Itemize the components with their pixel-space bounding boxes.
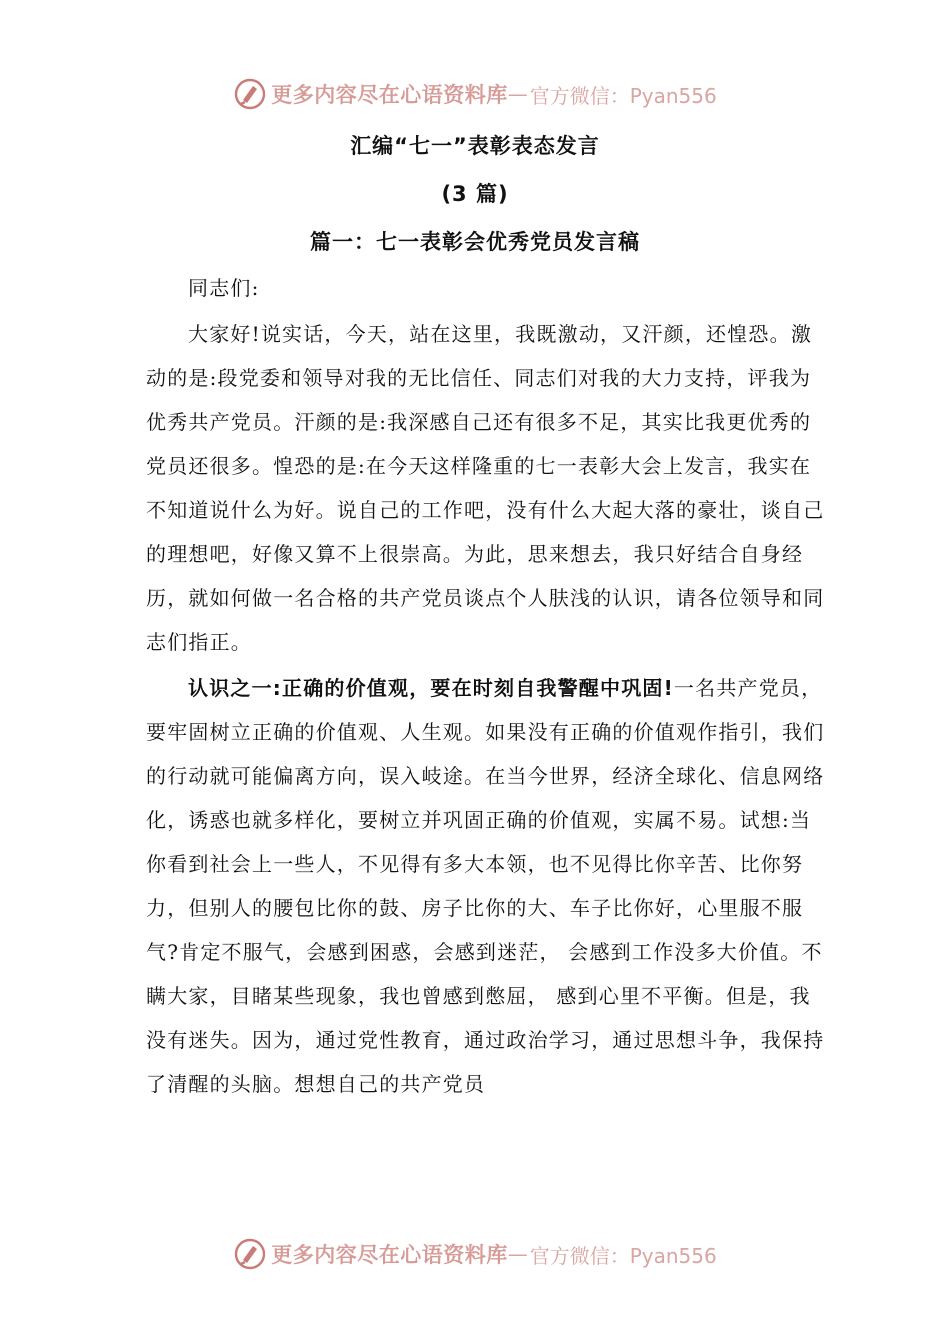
document-body xyxy=(146,266,826,1106)
watermark-logo-icon xyxy=(233,1237,267,1271)
watermark-wechat: 官方微信：Pyan556 xyxy=(529,1243,717,1268)
header-watermark xyxy=(0,74,950,114)
watermark-dash: — xyxy=(507,82,528,106)
watermark-dash: — xyxy=(507,1242,528,1266)
section-title: 篇一：七一表彰会优秀党员发言稿 xyxy=(310,230,640,254)
watermark-logo-icon xyxy=(233,77,267,111)
watermark-wechat: 官方微信：Pyan556 xyxy=(529,83,717,108)
paragraph-1: 大家好!说实话，今天，站在这里，我既激动，又汗颜，还惶恐。激动的是:段党委和领导对我的无比信任、同志们对我的大力支持，评我为优秀共产党员。汗颜的是:我深感自己还有很多不足，其实比我更优秀的党员还很多。惶恐的是:在今天这样隆重的七一表彰大会上发言，我实在不知道说什么为好。说自己的工作吧，没有什么大起大落的豪壮，谈自己的理想吧，好像又算不上很崇高。为此，思来想去，我只好结合自身经历，就如何做一名合格的共产党员谈点个人肤浅的认识，请各位领导和同志们指正。 xyxy=(146,322,825,654)
watermark-text: 更多内容尽在心语资料库 xyxy=(271,82,508,107)
salutation: 同志们: xyxy=(188,276,260,300)
paragraph-2-body: 一名共产党员，要牢固树立正确的价值观、人生观。如果没有正确的价值观作指引，我们的行动就可能偏离方向，误入岐途。在当今世界，经济全球化、信息网络化，诱惑也就多样化，要树立并巩固正确的价值观，实属不易。试想:当你看到社会上一些人，不见得有多大本领，也不见得比你辛苦、比你努力，但别人的腰包比你的鼓、房子比你的大、车子比你好，心里服不服气?肯定不服气，会感到困惑，会感到迷茫， 会感到工作没多大价值。不瞒大家，目睹某些现象，我也曾感到憋屈， 感到心里不平衡。但是，我没有迷失。因为，通过党性教育，通过政治学习，通过思想斗争，我保持了清醒的头脑。想想自己的共产党员 xyxy=(146,676,825,1096)
document-count: (3 篇) xyxy=(441,182,509,206)
document-title: 汇编“七一”表彰表态发言 xyxy=(350,134,600,158)
paragraph-2 xyxy=(146,666,826,1106)
paragraph-2-lead: 认识之一:正确的价值观，要在时刻自我警醒中巩固! xyxy=(188,676,674,700)
footer-watermark xyxy=(0,1234,950,1274)
watermark-text: 更多内容尽在心语资料库 xyxy=(271,1242,508,1267)
